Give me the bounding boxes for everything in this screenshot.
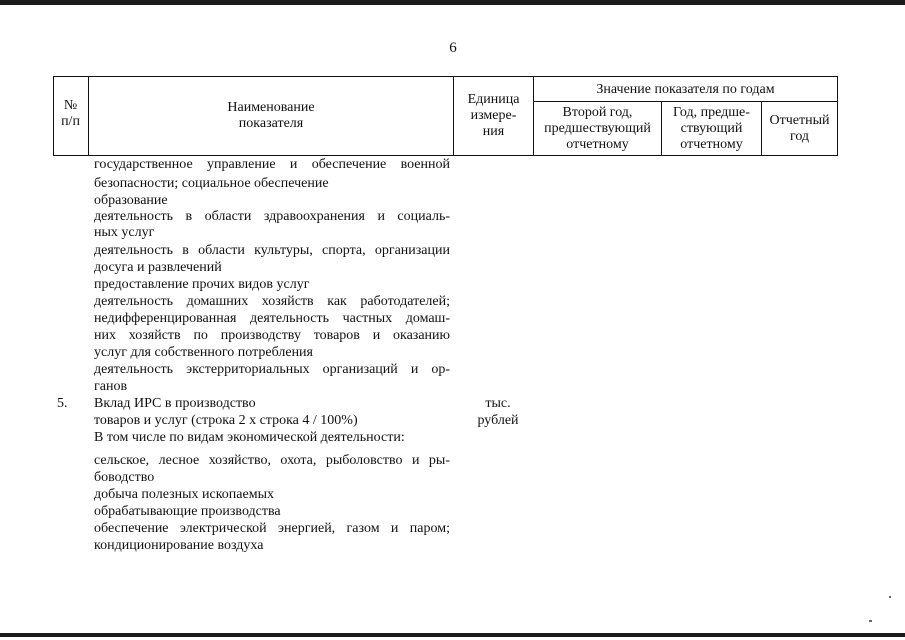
indicator-formula: товаров и услуг (строка 2 х строка 4 / 100%) [94,413,358,428]
bottom-border [0,633,905,637]
text-line: деятельность в области здравоохранения и социаль- [94,209,450,224]
text-line: обеспечение электрической энергией, газом и паром; [94,521,450,536]
text-line: боводство [94,470,155,485]
header-bottom-line [53,155,838,156]
header-number: № п/п [61,98,80,129]
scan-speck [869,620,872,622]
page-number: 6 [449,40,457,56]
text-line: образование [94,193,168,208]
header-top-line [53,76,838,77]
scan-speck [889,596,891,598]
text-line: услуг для собственного потребления [94,345,313,360]
text-line: предоставление прочих видов услуг [94,277,310,292]
row-number: 5. [57,396,68,411]
text-line: добыча полезных ископаемых [94,487,274,502]
text-line: деятельность экстерриториальных организаций и ор- [94,362,450,377]
unit-value: тыс. [485,396,511,411]
header-prev-year: Год, предше- ствующий отчетному [673,105,750,152]
header-unit: Единица измере- ния [467,92,520,139]
header-values-by-year: Значение показателя по годам [596,82,775,97]
text-line: деятельность домашних хозяйств как работодателей; [94,294,450,309]
text-line: недифференцированная деятельность частных домаш- [94,311,450,326]
indicator-breakdown-label: В том числе по видам экономической деятельности: [94,430,405,445]
text-line: сельское, лесное хозяйство, охота, рыболовство и ры- [94,453,450,468]
header-report-year: Отчетный год [769,113,830,144]
group-underline [533,101,838,102]
header-right-line [837,76,838,156]
unit-value: рублей [477,413,519,428]
indicator-title: Вклад ИРС в производство [94,396,256,411]
text-line: деятельность в области культуры, спорта, организации [94,243,450,258]
header-second-year: Второй год, предшествующий отчетному [544,105,651,152]
text-line: досуга и развлечений [94,260,222,275]
top-border [0,0,905,5]
text-line: государственное управление и обеспечение военной [94,157,450,172]
text-line: кондиционирование воздуха [94,538,264,553]
header-indicator-name: Наименование показателя [227,100,315,131]
table-header [53,76,838,156]
text-line: них хозяйств по производству товаров и оказанию [94,328,450,343]
text-line: ганов [94,379,128,394]
text-line: ных услуг [94,225,155,240]
text-line: безопасности; социальное обеспечение [94,176,329,191]
text-line: обрабатывающие производства [94,504,281,519]
